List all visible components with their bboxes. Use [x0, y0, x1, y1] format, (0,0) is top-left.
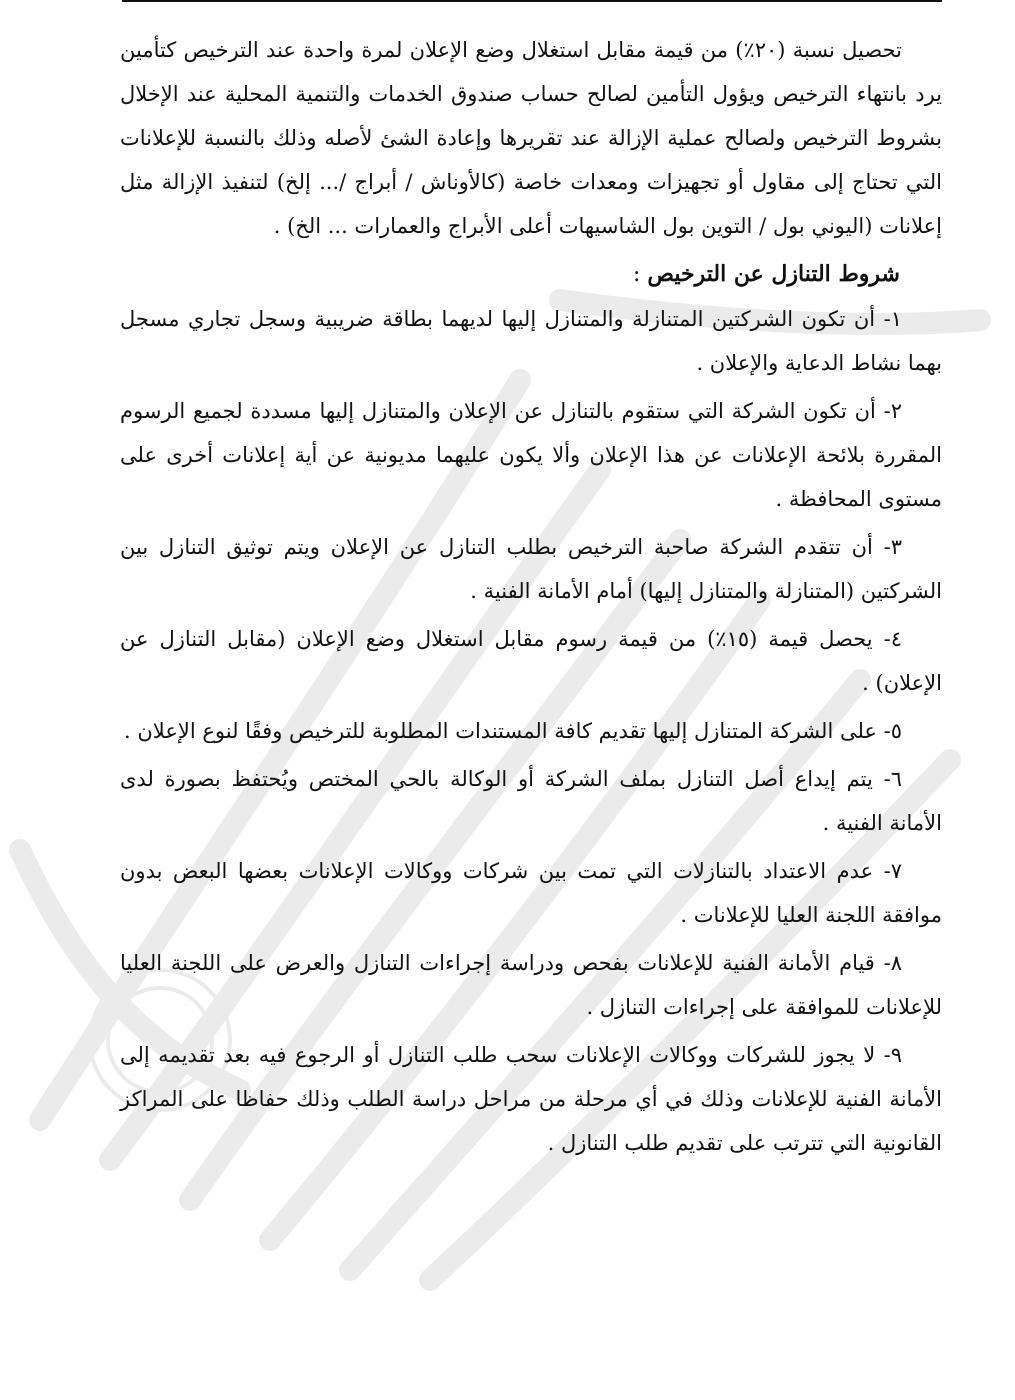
- list-item: ٥- على الشركة المتنازل إليها تقديم كافة المستندات المطلوبة للترخيص وفقًا لنوع الإعلان .: [124, 719, 902, 743]
- list-item: ٧- عدم الاعتداد بالتنازلات التي تمت بين شركات ووكالات الإعلانات بعضها البعض بدون موافقة اللجنة العليا للإعلانات .: [120, 859, 942, 927]
- list-item: ٤- يحصل قيمة (١٥٪) من قيمة رسوم مقابل استغلال وضع الإعلان (مقابل التنازل عن الإعلان) .: [120, 627, 942, 695]
- list-item: ٩- لا يجوز للشركات ووكالات الإعلانات سحب طلب التنازل أو الرجوع فيه بعد تقديمه إلى الأمانة الفنية للإعلانات وذلك في أي مرحلة من مراحل دراسة الطلب وذلك حفاظا على المراكز القانونية التي تترتب على تقديم طلب التنازل .: [120, 1043, 942, 1155]
- list-item: ٦- يتم إيداع أصل التنازل بملف الشركة أو الوكالة بالحي المختص ويُحتفظ بصورة لدى الأمانة الفنية .: [120, 767, 942, 835]
- heading-text: شروط التنازل عن الترخيص: [647, 261, 900, 287]
- top-rule: [122, 0, 942, 2]
- document-body: [120, 28, 942, 1169]
- list-item: ٨- قيام الأمانة الفنية للإعلانات بفحص ودراسة إجراءات التنازل والعرض على اللجنة العليا للإعلانات للموافقة على إجراءات التنازل .: [120, 951, 942, 1019]
- list-item: ٣- أن تتقدم الشركة صاحبة الترخيص بطلب التنازل عن الإعلان ويتم توثيق التنازل بين الشركتين (المتنازلة والمتنازل إليها) أمام الأمانة الفنية .: [120, 535, 942, 603]
- list-item: ١- أن تكون الشركتين المتنازلة والمتنازل إليها لديهما بطاقة ضريبية وسجل تجاري مسجل بهما نشاط الدعاية والإعلان .: [120, 307, 942, 375]
- heading-colon: :: [633, 262, 648, 287]
- section-heading: [120, 252, 942, 297]
- list-item: ٢- أن تكون الشركة التي ستقوم بالتنازل عن الإعلان والمتنازل إليها مسددة لجميع الرسوم المقررة بلائحة الإعلانات عن هذا الإعلان وألا يكون عليهما مديونية عن أية إعلانات أخرى على مستوى المحافظة .: [120, 399, 942, 511]
- intro-paragraph: تحصيل نسبة (٢٠٪) من قيمة مقابل استغلال وضع الإعلان لمرة واحدة عند الترخيص كتأمين يرد بانتهاء الترخيص ويؤول التأمين لصالح حساب صندوق الخدمات والتنمية المحلية عند الإخلال بشروط الترخيص ولصالح عملية الإزالة عند تقريرها وإعادة الشئ لأصله وذلك بالنسبة للإعلانات التي تحتاج إلى مقاول أو تجهيزات ومعدات خاصة (كالأوناش / أبراج /... إلخ) لتنفيذ الإزالة مثل إعلانات (اليوني بول / التوين بول الشاسيهات أعلى الأبراج والعمارات ... الخ) .: [120, 38, 942, 238]
